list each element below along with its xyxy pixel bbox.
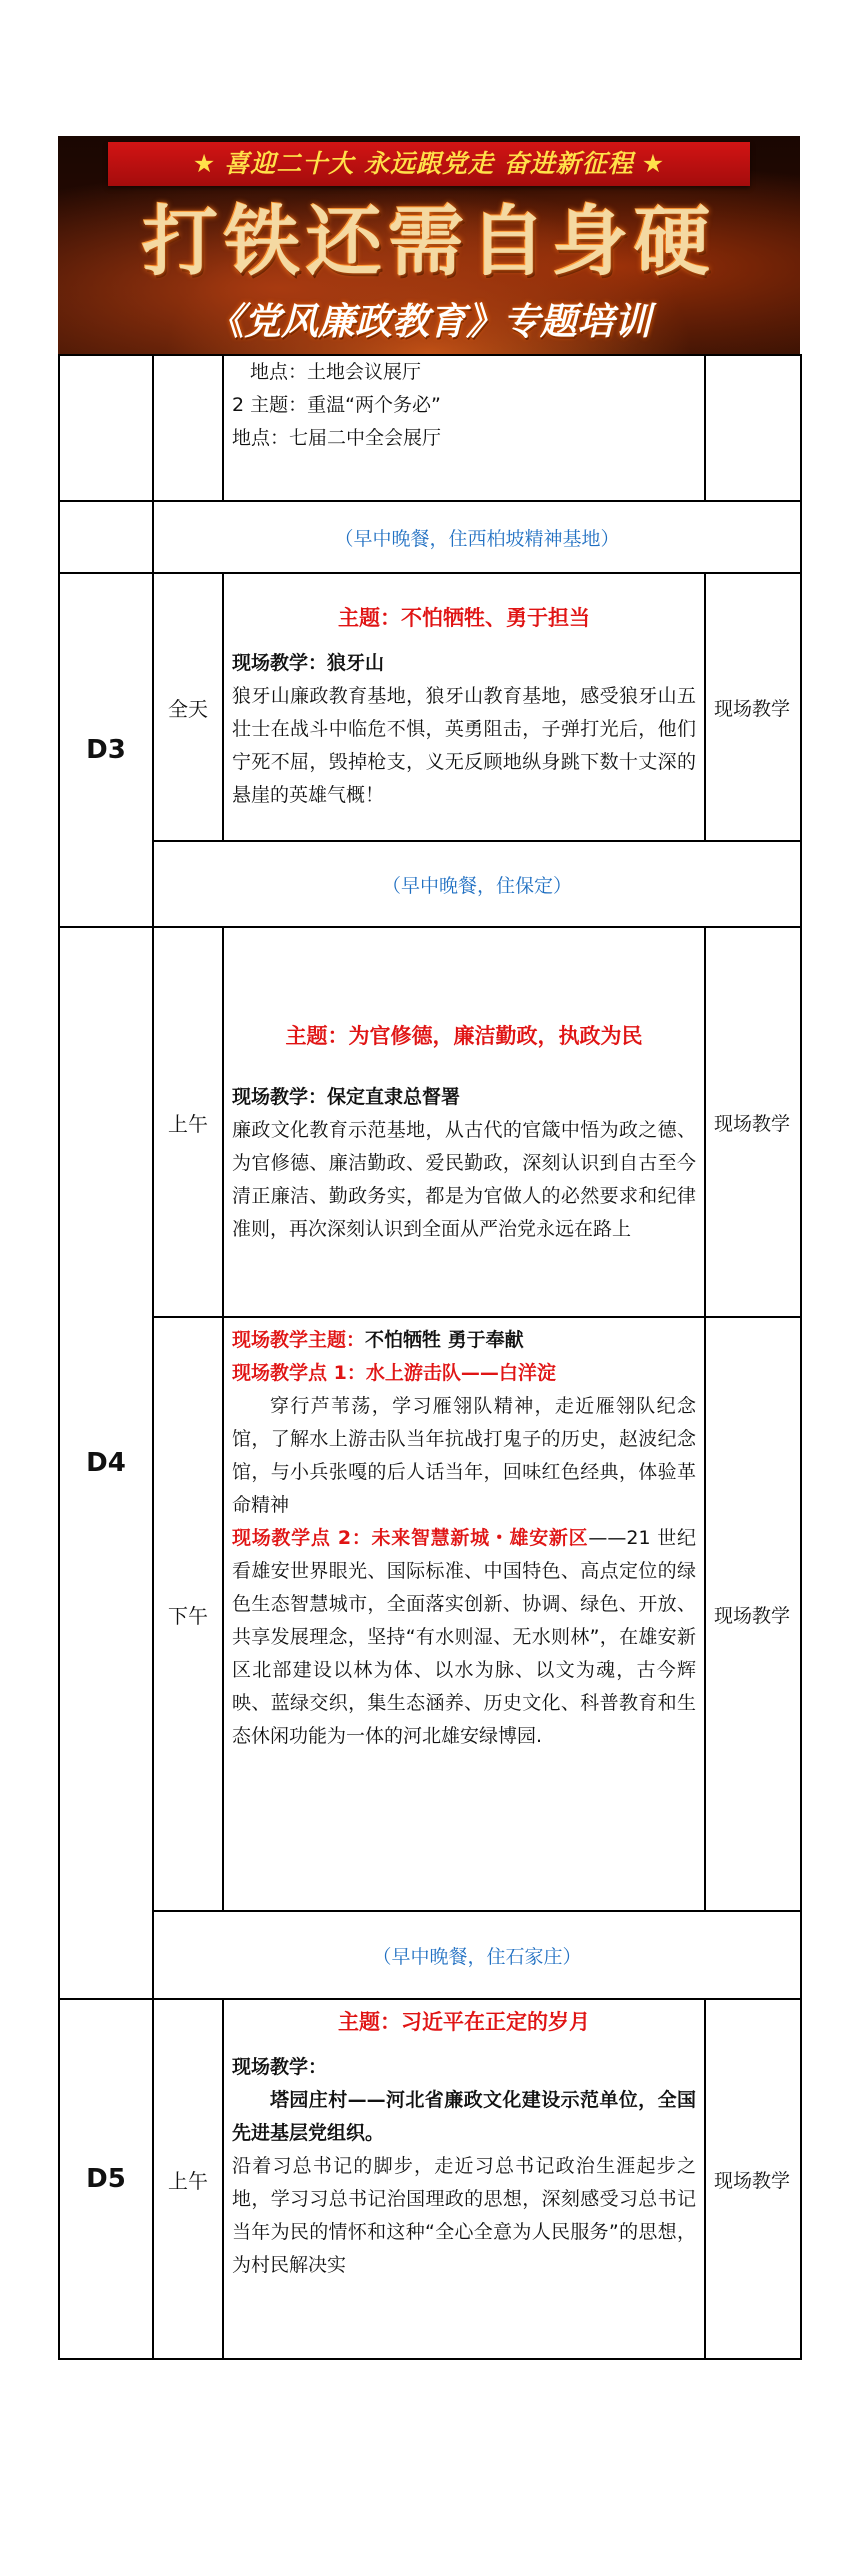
spacer bbox=[232, 2039, 696, 2051]
spacer bbox=[232, 1053, 696, 1081]
teaching-point-1: 现场教学点 1：水上游击队——白洋淀 bbox=[232, 1362, 556, 1384]
teaching-body: 廉政文化教育示范基地，从古代的官箴中悟为政之德、为官修德、廉洁勤政、爱民勤政，深刻认识到自古至今清正廉洁、勤政务实，都是为官做人的必然要求和纪律准则，再次深刻认识到全面从严治党永远在路上 bbox=[232, 1119, 696, 1240]
day-label: D3 bbox=[59, 573, 153, 927]
type-label: 现场教学 bbox=[705, 573, 801, 841]
type-cell bbox=[705, 355, 801, 501]
teaching-heading: 现场教学：狼牙山 bbox=[232, 652, 385, 674]
period-label: 全天 bbox=[153, 573, 223, 841]
teaching-point-1-body: 穿行芦苇荡，学习雁翎队精神，走近雁翎队纪念馆，了解水上游击队当年抗战打鬼子的历史，赵波纪念馆，与小兵张嘎的后人话当年，回味红色经典，体验革命精神 bbox=[232, 1395, 696, 1516]
teaching-body: 狼牙山廉政教育基地，狼牙山教育基地，感受狼牙山五壮士在战斗中临危不惧，英勇阻击，子弹打光后，他们宁死不屈，毁掉枪支，义无反顾地纵身跳下数十丈深的悬崖的英雄气概！ bbox=[232, 685, 696, 806]
ribbon-text: 喜迎二十大 永远跟党走 奋进新征程 bbox=[224, 149, 634, 178]
theme-line: 2 主题：重温“两个务必” bbox=[232, 394, 441, 416]
star-icon: ★ bbox=[641, 149, 666, 178]
table-row bbox=[59, 1317, 801, 1911]
theme-title: 主题：习近平在正定的岁月 bbox=[338, 2010, 590, 2034]
content-cell bbox=[223, 1999, 705, 2359]
period-cell bbox=[153, 355, 223, 501]
spacer bbox=[232, 635, 696, 647]
schedule-table bbox=[58, 354, 802, 2360]
pm-theme-text: 不怕牺牲 勇于奉献 bbox=[365, 1329, 524, 1351]
teaching-body: 沿着习总书记的脚步，走近习总书记政治生涯起步之地，学习习总书记治国理政的思想，深刻感受习总书记当年为民的情怀和这种“全心全意为人民服务”的思想，为村民解决实 bbox=[232, 2155, 696, 2276]
day-label: D5 bbox=[59, 1999, 153, 2359]
type-label: 现场教学 bbox=[705, 927, 801, 1317]
day-cell bbox=[59, 501, 153, 573]
banner-subtitle: 《党风廉政教育》专题培训 bbox=[207, 300, 651, 343]
header-banner bbox=[58, 136, 800, 354]
spacer bbox=[232, 998, 696, 1020]
period-label: 上午 bbox=[153, 1999, 223, 2359]
theme-title: 主题：为官修德，廉洁勤政，执政为民 bbox=[285, 1024, 643, 1048]
banner-headline: 打铁还需自身硬 bbox=[142, 197, 716, 286]
content-cell bbox=[223, 1317, 705, 1911]
meal-note: （早中晚餐，住西柏坡精神基地） bbox=[153, 501, 801, 573]
pm-theme-label: 现场教学主题： bbox=[232, 1329, 366, 1351]
day-label: D4 bbox=[59, 927, 153, 1999]
content-cell bbox=[223, 573, 705, 841]
banner-ribbon bbox=[108, 142, 750, 186]
meal-note: （早中晚餐，住保定） bbox=[153, 841, 801, 927]
table-row bbox=[59, 355, 801, 501]
day-cell bbox=[59, 355, 153, 501]
location-line: 地点：土地会议展厅 bbox=[250, 361, 422, 383]
location-line: 地点：七届二中全会展厅 bbox=[232, 427, 442, 449]
type-label: 现场教学 bbox=[705, 1317, 801, 1911]
table-row bbox=[59, 501, 801, 573]
table-row bbox=[59, 573, 801, 841]
table-row bbox=[59, 927, 801, 1317]
content-cell bbox=[223, 355, 705, 501]
type-label: 现场教学 bbox=[705, 1999, 801, 2359]
star-icon: ★ bbox=[192, 149, 217, 178]
table-row bbox=[59, 1911, 801, 1999]
teaching-point-2-body: ——21 世纪看雄安世界眼光、国际标准、中国特色、高点定位的绿色生态智慧城市，全面落实创新、协调、绿色、开放、共享发展理念，坚持“有水则湿、无水则林”，在雄安新区北部建设以林为体、以水为脉、以文为魂，古今辉映、蓝绿交织，集生态涵养、历史文化、科普教育和生态休闲功能为一体的河北雄安绿博园. bbox=[232, 1527, 696, 1747]
meal-note: （早中晚餐，住石家庄） bbox=[153, 1911, 801, 1999]
theme-title: 主题：不怕牺牲、勇于担当 bbox=[338, 606, 590, 630]
period-label: 下午 bbox=[153, 1317, 223, 1911]
teaching-heading: 现场教学： bbox=[232, 2056, 328, 2078]
table-row bbox=[59, 841, 801, 927]
teaching-point-2: 现场教学点 2：未来智慧新城・雄安新区 bbox=[232, 1527, 589, 1549]
teaching-subheading: 塔园庄村——河北省廉政文化建设示范单位，全国先进基层党组织。 bbox=[232, 2089, 696, 2144]
table-row bbox=[59, 1999, 801, 2359]
teaching-heading: 现场教学：保定直隶总督署 bbox=[232, 1086, 461, 1108]
period-label: 上午 bbox=[153, 927, 223, 1317]
content-cell bbox=[223, 927, 705, 1317]
